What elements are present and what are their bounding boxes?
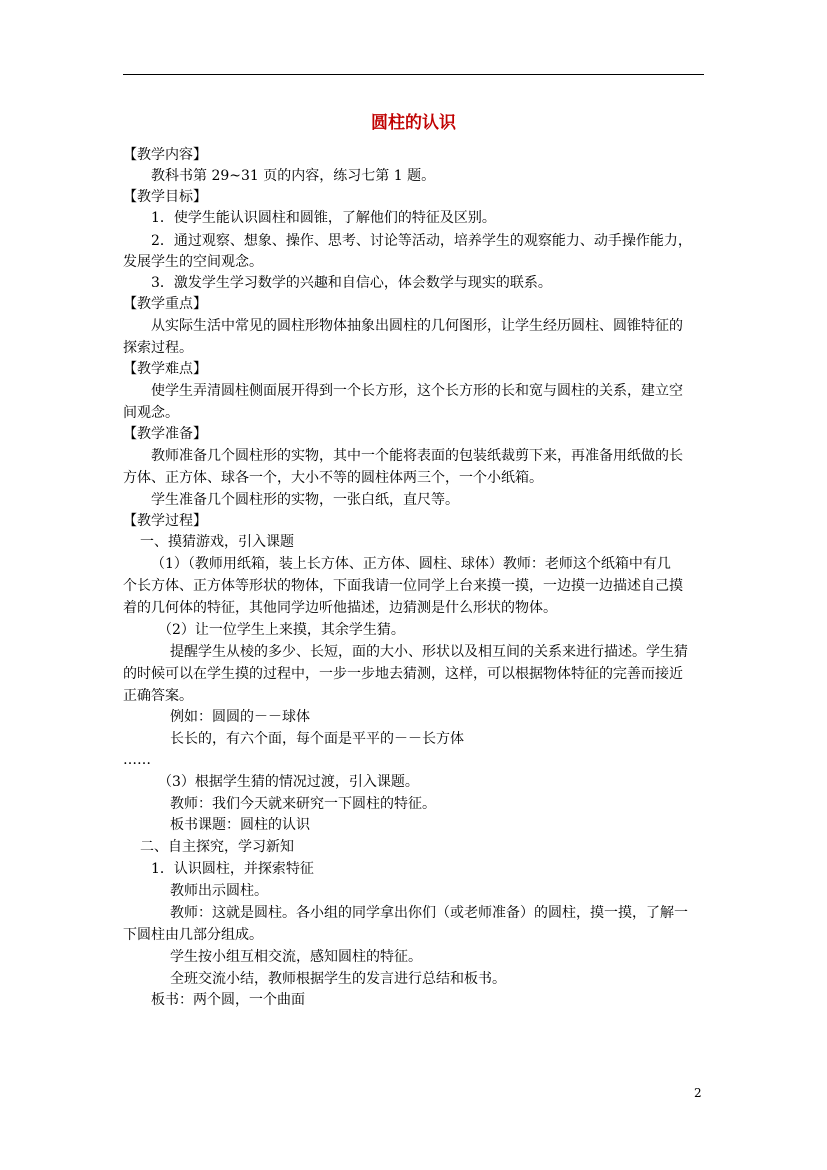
text-line: 探索过程。 — [123, 340, 193, 356]
section-heading: 【教学内容】 — [123, 147, 207, 163]
text-line: 学生准备几个圆柱形的实物，一张白纸，直尺等。 — [151, 492, 459, 508]
text-line: 教师出示圆柱。 — [170, 883, 268, 899]
text-line: 间观念。 — [123, 405, 179, 421]
text-line: 的时候可以在学生摸的过程中，一步一步地去猜测，这样，可以根据物体特征的完善而接近 — [123, 666, 683, 682]
text-line: 全班交流小结，教师根据学生的发言进行总结和板书。 — [170, 971, 506, 987]
text-line: （3）根据学生猜的情况过渡，引入课题。 — [158, 774, 419, 790]
text-line: 着的几何体的特征，其他同学边听他描述，边猜测是什么形状的物体。 — [123, 600, 557, 616]
text-line: （1）（教师用纸箱，装上长方体、正方体、圆柱、球体）教师：老师这个纸箱中有几 — [151, 556, 671, 572]
subsection-heading: 二、自主探究，学习新知 — [140, 839, 294, 855]
text-line: 2．通过观察、想象、操作、思考、讨论等活动，培养学生的观察能力、动手操作能力， — [151, 233, 692, 249]
text-line: 1．认识圆柱，并探索特征 — [151, 861, 314, 877]
page-number: 2 — [694, 1086, 702, 1100]
text-line: 个长方体、正方体等形状的物体，下面我请一位同学上台来摸一摸，一边摸一边描述自己摸 — [123, 578, 683, 594]
text-line: …… — [123, 752, 151, 768]
text-line: 使学生弄清圆柱侧面展开得到一个长方形，这个长方形的长和宽与圆柱的关系，建立空 — [151, 383, 683, 399]
text-line: 学生按小组互相交流，感知圆柱的特征。 — [170, 949, 422, 965]
text-line: 板书课题：圆柱的认识 — [170, 817, 310, 833]
section-heading: 【教学重点】 — [123, 296, 207, 312]
text-line: （2）让一位学生上来摸，其余学生猜。 — [158, 622, 405, 638]
text-line: 下圆柱由几部分组成。 — [123, 927, 263, 943]
section-heading: 【教学过程】 — [123, 513, 207, 529]
text-line: 例如：圆圆的－－球体 — [170, 709, 310, 725]
text-line: 方体、正方体、球各一个，大小不等的圆柱体两三个，一个小纸箱。 — [123, 470, 543, 486]
text-line: 发展学生的空间观念。 — [123, 254, 263, 270]
subsection-heading: 一、摸猜游戏，引入课题 — [140, 534, 294, 550]
text-line: 从实际生活中常见的圆柱形物体抽象出圆柱的几何图形，让学生经历圆柱、圆锥特征的 — [151, 318, 683, 334]
text-line: 板书：两个圆，一个曲面 — [151, 992, 305, 1008]
section-heading: 【教学难点】 — [123, 361, 207, 377]
text-line: 提醒学生从棱的多少、长短，面的大小、形状以及相互间的关系来进行描述。学生猜 — [170, 644, 688, 660]
text-line: 教师：这就是圆柱。各小组的同学拿出你们（或老师准备）的圆柱，摸一摸，了解一 — [170, 905, 688, 921]
text-line: 3．激发学生学习数学的兴趣和自信心，体会数学与现实的联系。 — [151, 275, 552, 291]
text-line: 教科书第 29~31 页的内容，练习七第 1 题。 — [151, 168, 436, 184]
section-heading: 【教学目标】 — [123, 189, 207, 205]
section-heading: 【教学准备】 — [123, 426, 207, 442]
header-rule — [123, 74, 704, 75]
text-line: 教师准备几个圆柱形的实物，其中一个能将表面的包装纸裁剪下来，再准备用纸做的长 — [151, 448, 683, 464]
text-line: 教师：我们今天就来研究一下圆柱的特征。 — [170, 796, 436, 812]
document-title: 圆柱的认识 — [371, 113, 456, 133]
text-line: 长长的，有六个面，每个面是平平的－－长方体 — [170, 731, 464, 747]
text-line: 1．使学生能认识圆柱和圆锥，了解他们的特征及区别。 — [151, 210, 496, 226]
text-line: 正确答案。 — [123, 688, 193, 704]
